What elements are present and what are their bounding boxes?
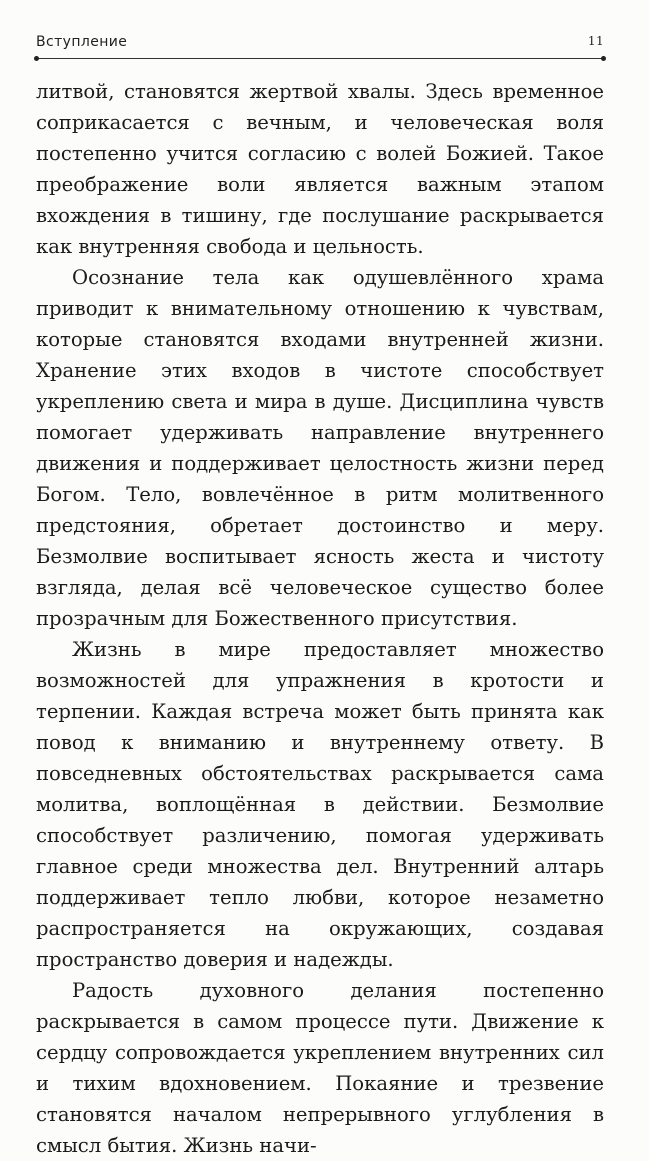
paragraph: литвой, становятся жертвой хвалы. Здесь временное соприкасается с вечным, и человеческая воля постепенно учится согласию с волей Божией. Такое преображение воли является важным этапом вхождения в тишину, где послушание раскрывается как внутренняя свобода и цельность. <box>36 80 604 258</box>
paragraph: Жизнь в мире предоставляет множество возможностей для упражнения в кротости и терпении. Каждая встреча может быть принята как повод к вниманию и внутреннему ответу. В повседневных обстоятельствах раскрывается сама молитва, воплощённая в действии. Безмолвие способствует различению, помогая удерживать главное среди множества дел. Внутренний алтарь поддерживает тепло любви, которое незаметно распространяется на окружающих, создавая пространство доверия и надежды. <box>36 638 604 971</box>
page-number: 11 <box>587 34 604 48</box>
paragraph: Осознание тела как одушевлённого храма приводит к внимательному отношению к чувствам, которые становятся входами внутренней жизни. Хранение этих входов в чистоте способствует укреплению света и мира в душе. Дисциплина чувств помогает удерживать направление внутреннего движения и поддерживает целостность жизни перед Богом. Тело, вовлечённое в ритм молитвенного предстояния, обретает достоинство и меру. Безмолвие воспитывает ясность жеста и чистоту взгляда, делая всё человеческое существо более прозрачным для Божественного присутствия. <box>36 266 604 630</box>
header-rule <box>36 58 604 59</box>
running-head <box>36 34 604 54</box>
paragraph: Радость духовного делания постепенно раскрывается в самом процессе пути. Движение к сердцу сопровождается укреплением внутренних сил и тихим вдохновением. Покаяние и трезвение становятся началом непрерывного углубления в смысл бытия. Жизнь начи- <box>36 979 604 1157</box>
body-text <box>36 76 604 1161</box>
section-title: Вступление <box>36 34 128 50</box>
